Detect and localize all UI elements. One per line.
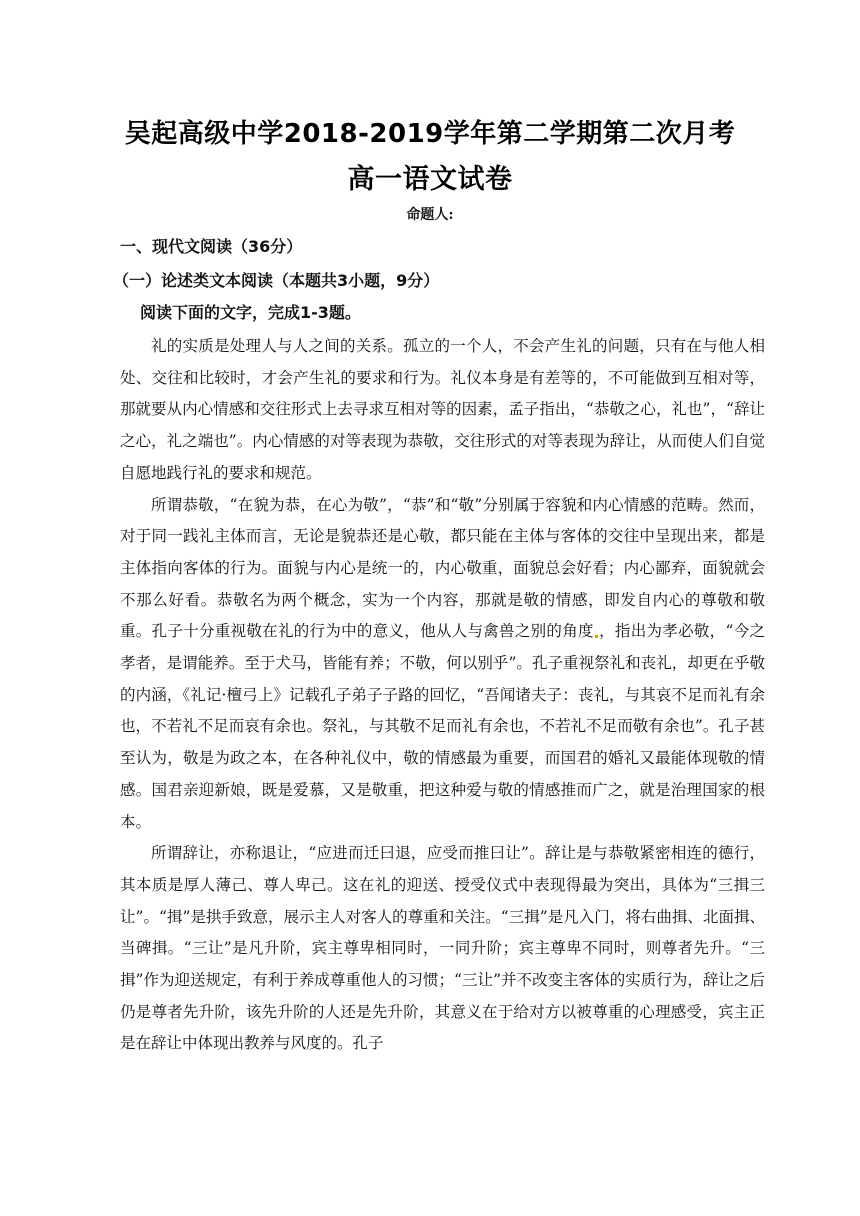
passage-paragraph-1: 礼的实质是处理人与人之间的关系。孤立的一个人，不会产生礼的问题，只有在与他人相处、交往和比较时，才会产生礼的要求和行为。礼仪本身是有差等的，不可能做到互相对等，那就要从内心情感和交往形式上去寻求互相对等的因素，孟子指出，“恭敬之心，礼也”，“辞让之心，礼之端也”。内心情感的对等表现为恭敬，交往形式的对等表现为辞让，从而使人们自觉自愿地践行礼的要求和规范。 xyxy=(120,337,765,482)
reading-passage xyxy=(120,331,765,1060)
author-label: 命题人: xyxy=(406,207,454,223)
exam-title: 吴起高级中学2018-2019学年第二学期第二次月考 xyxy=(124,119,736,149)
passage-paragraph-2-part-1: 所谓恭敬，“在貌为恭，在心为敬”，“恭”和“敬”分别属于容貌和内心情感的范畴。然而，对于同一践礼主体而言，无论是貌恭还是心敬，都只能在主体与客体的交往中呈现出来，都是主体指向客体的行为。面貌与内心是统一的，内心敬重，面貌总会好看；内心鄙弃，面貌就会不那么好看。恭敬名为两个概念，实为一个内容，那就是敬的情感，即发自内心的尊敬和敬重。孔子十分重视敬在礼的行为中的意义，他从人与禽兽之别的角度 xyxy=(120,495,765,641)
section-heading: 一、现代文阅读（36分） xyxy=(120,237,303,256)
passage-paragraph-2-part-2: ，指出为孝必敬，“今之孝者，是谓能养。至于犬马，皆能有养；不敬，何以别乎”。孔子重视祭礼和丧礼，却更在乎敬的内涵，《礼记·檀弓上》记载孔子弟子子路的回忆，“吾闻诸夫子：丧礼，与其哀不足而礼有余也，不若礼不足而哀有余也。祭礼，与其敬不足而礼有余也，不若礼不足而敬有余也”。孔子甚至认为，敬是为政之本，在各种礼仪中，敬的情感最为重要，而国君的婚礼又最能体现敬的情感。国君亲迎新娘，既是爱慕，又是敬重，把这种爱与敬的情感推而广之，就是治理国家的根本。 xyxy=(120,622,765,831)
passage-paragraph-2 xyxy=(120,490,765,839)
subsection-heading: （一）论述类文本阅读（本题共3小题，9分） xyxy=(113,271,440,290)
passage-paragraph-3: 所谓辞让，亦称退让，“应进而迁曰退，应受而推曰让”。辞让是与恭敬紧密相连的德行，其本质是厚人薄己、尊人卑己。这在礼的迎送、授受仪式中表现得最为突出，具体为“三揖三让”。“揖”是拱手致意，展示主人对客人的尊重和关注。“三揖”是凡入门，将右曲揖、北面揖、当碑揖。“三让”是凡升阶，宾主尊卑相同时，一同升阶；宾主尊卑不同时，则尊者先升。“三揖”作为迎送规定，有利于养成尊重他人的习惯；“三让”并不改变主客体的实质行为，辞让之后仍是尊者先升阶，该先升阶的人还是先升阶，其意义在于给对方以被尊重的心理感受，宾主正是在辞让中体现出教养与风度的。孔子 xyxy=(120,844,765,1053)
scan-dot-mark xyxy=(595,635,598,638)
exam-subtitle: 高一语文试卷 xyxy=(347,164,513,195)
reading-instruction: 阅读下面的文字，完成1-3题。 xyxy=(140,303,361,322)
